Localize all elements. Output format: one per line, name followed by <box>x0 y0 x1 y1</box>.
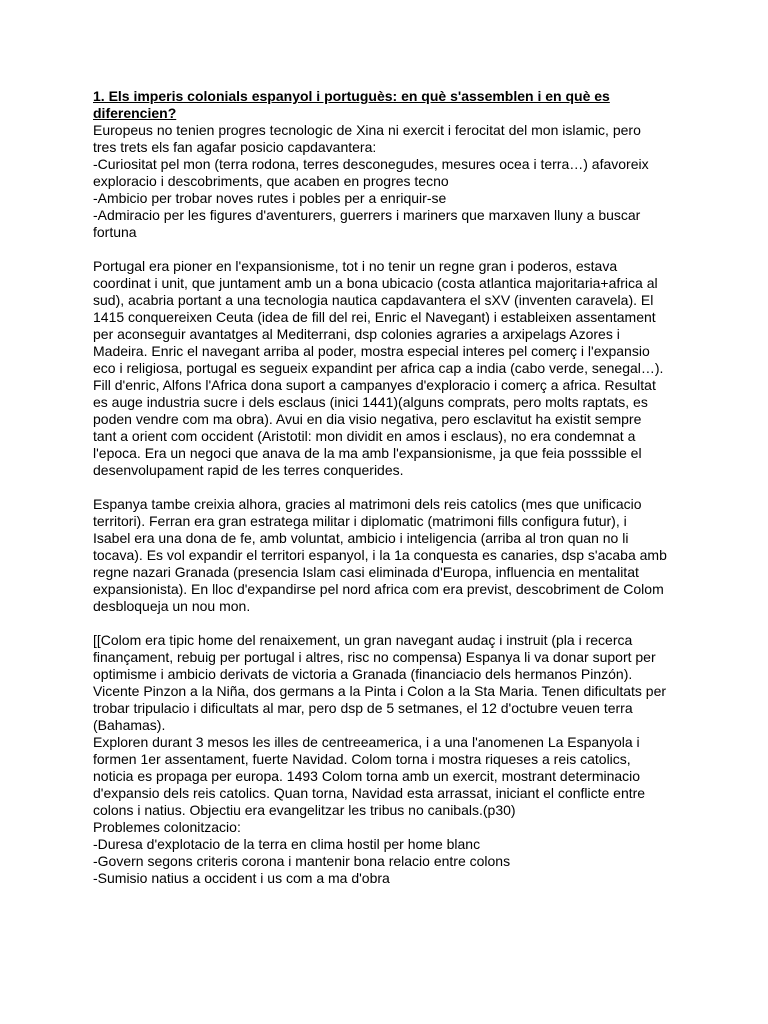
text-line: (Bahamas). <box>93 717 166 733</box>
espanya-paragraph <box>93 496 685 615</box>
text-line: Vicente Pinzon a la Niña, dos germans a la Pinta i Colon a la Sta Maria. Tenen dificultats per <box>93 683 667 699</box>
list-item: -Ambicio per trobar noves rutes i pobles per a enriquir-se <box>93 190 447 206</box>
text-line: sud), acabria portant a una tecnologia nautica capdavantera el sXV (inventen caravela). El <box>93 292 654 308</box>
heading-line: diferencien? <box>93 105 177 121</box>
text-line: per aconseguir avantatges al Mediterrani, dsp colonies agraries a arxipelags Azores i <box>93 326 620 342</box>
heading-line: 1. Els imperis colonials espanyol i portuguès: en què s'assemblen i en què es <box>93 88 610 104</box>
text-line: desbloqueja un nou mon. <box>93 598 251 614</box>
text-line: Fill d'enric, Alfons l'Africa dona suport a campanyes d'exploracio i comerç a africa. Resultat <box>93 377 656 393</box>
text-line: formen 1er assentament, fuerte Navidad. Colom torna i mostra riqueses a reis catolics, <box>93 751 631 767</box>
portugal-paragraph <box>93 258 685 479</box>
text-line: fortuna <box>93 224 137 240</box>
paragraph-spacer <box>93 615 685 632</box>
list-item: -Curiositat pel mon (terra rodona, terres desconegudes, mesures ocea i terra…) afavoreix <box>93 156 649 172</box>
text-line: Problemes colonitzacio: <box>93 819 241 835</box>
list-item: -Duresa d'explotacio de la terra en clima hostil per home blanc <box>93 836 481 852</box>
text-line: poden vendre com ma obra). Avui en dia visio negativa, pero esclavitut ha existit sempre <box>93 411 642 427</box>
text-line: eco i religiosa, portugal es segueix expandint per africa cap a india (cabo verde, senegal…). <box>93 360 664 376</box>
text-line: desenvolupament rapid de les terres conquerides. <box>93 462 404 478</box>
intro-paragraph <box>93 122 685 241</box>
text-line: noticia es propaga per europa. 1493 Colom torna amb un exercit, mostrant determinacio <box>93 768 641 784</box>
text-line: Isabel era una dona de fe, amb voluntat, ambicio i inteligencia (arriba al tron quan no li <box>93 530 629 546</box>
colom-paragraph <box>93 632 685 887</box>
text-line: Espanya tambe creixia alhora, gracies al matrimoni dels reis catolics (mes que unificacio <box>93 496 642 512</box>
text-line: Madeira. Enric el navegant arriba al poder, mostra especial interes pel comerç i l'expansio <box>93 343 650 359</box>
section-heading <box>93 88 685 122</box>
text-line: territori). Ferran era gran estratega militar i diplomatic (matrimoni fills configura futur), i <box>93 513 627 529</box>
text-line: Europeus no tenien progres tecnologic de Xina ni exercit i ferocitat del mon islamic, pero <box>93 122 641 138</box>
list-item: -Admiracio per les figures d'aventurers, guerrers i mariners que marxaven lluny a buscar <box>93 207 641 223</box>
text-line: tres trets els fan agafar posicio capdavantera: <box>93 139 377 155</box>
text-line: tant a orient com occident (Aristotil: mon dividit en amos i esclaus), no era condemnat a <box>93 428 636 444</box>
text-line: tocava). Es vol expandir el territori espanyol, i la 1a conquesta es canaries, dsp s'acaba amb <box>93 547 667 563</box>
text-line: coordinat i unit, que juntament amb un a bona ubicacio (costa atlantica majoritaria+africa al <box>93 275 658 291</box>
text-line: d'expansio dels reis catolics. Quan torna, Navidad esta arrassat, iniciant el conflicte entre <box>93 785 646 801</box>
text-line: Portugal era pioner en l'expansionisme, tot i no tenir un regne gran i poderos, estava <box>93 258 618 274</box>
text-line: [[Colom era tipic home del renaixement, un gran navegant audaç i instruit (pla i recerca <box>93 632 633 648</box>
text-line: exploracio i descobriments, que acaben en progres tecno <box>93 173 449 189</box>
document-page <box>93 88 685 887</box>
text-line: optimisme i ambicio derivats de victoria a Granada (financiacio dels hermanos Pinzón). <box>93 666 633 682</box>
paragraph-spacer <box>93 241 685 258</box>
text-line: finançament, rebuig per portugal i altres, risc no compensa) Espanya li va donar suport per <box>93 649 656 665</box>
text-line: 1415 conquereixen Ceuta (idea de fill del rei, Enric el Navegant) i estableixen assentament <box>93 309 656 325</box>
text-line: colons i natius. Objectiu era evangelitzar les tribus no canibals.(p30) <box>93 802 516 818</box>
text-line: es auge industria sucre i dels esclaus (inici 1441)(alguns comprats, pero molts raptats, es <box>93 394 648 410</box>
text-line: expansionista). En lloc d'expandirse pel nord africa com era previst, descobriment de Colom <box>93 581 664 597</box>
text-line: Exploren durant 3 mesos les illes de centreeamerica, i a una l'anomenen La Espanyola i <box>93 734 640 750</box>
list-item: -Sumisio natius a occident i us com a ma d'obra <box>93 870 390 886</box>
list-item: -Govern segons criteris corona i mantenir bona relacio entre colons <box>93 853 511 869</box>
paragraph-spacer <box>93 479 685 496</box>
text-line: l'epoca. Era un negoci que anava de la ma amb l'expansionisme, ja que feia posssible el <box>93 445 642 461</box>
text-line: trobar tripulacio i dificultats al mar, pero dsp de 5 setmanes, el 12 d'octubre veuen terra <box>93 700 633 716</box>
text-line: regne nazari Granada (presencia Islam casi eliminada d'Europa, influencia en mentalitat <box>93 564 639 580</box>
